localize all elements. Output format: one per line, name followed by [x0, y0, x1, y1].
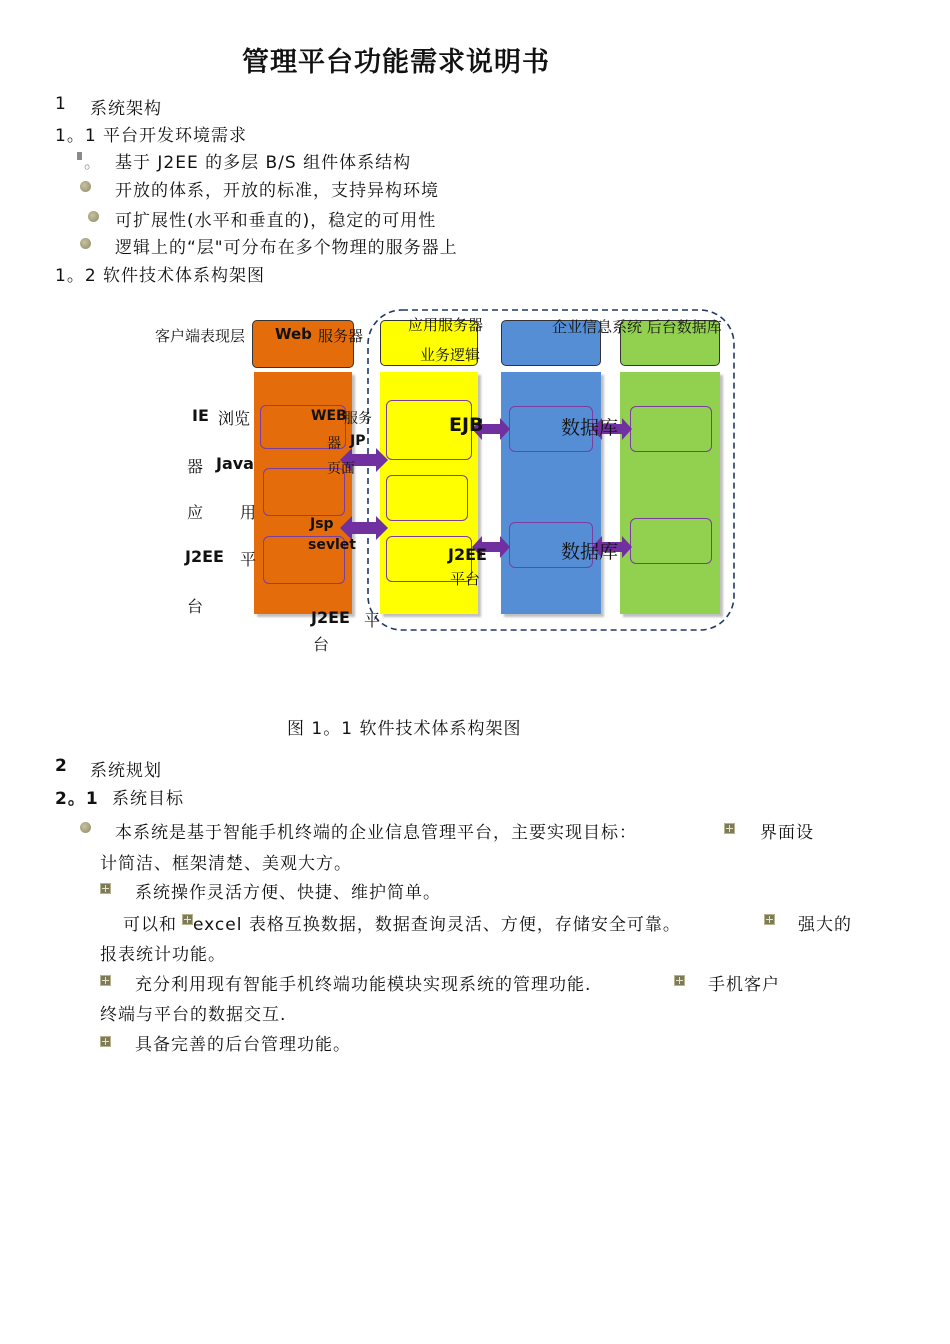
goal-text-3d: 报表统计功能。	[100, 945, 226, 965]
square-bullet-icon	[674, 975, 685, 986]
goal-text-4a: 充分利用现有智能手机终端功能模块实现系统的管理功能.	[135, 975, 592, 995]
goal-text-2: 系统操作灵活方便、快捷、维护简单。	[135, 883, 441, 903]
round-bullet-icon	[88, 211, 99, 222]
goal-text-1a: 本系统是基于智能手机终端的企业信息管理平台，主要实现目标：	[115, 823, 637, 843]
web-text-j2ee: J2EE	[311, 608, 350, 627]
db-label-2: 数据库	[561, 541, 619, 563]
web-text-jsp: Jsp	[310, 516, 334, 532]
square-bullet-icon	[182, 914, 193, 925]
label-client-layer: 客户端表现层	[155, 327, 246, 345]
goal-text-1c: 计简洁、框架清楚、美观大方。	[100, 854, 352, 874]
goal-text-3b: excel 表格互换数据，数据查询灵活、方便，存储安全可靠。	[193, 915, 681, 935]
web-text-servlet: sevlet	[308, 537, 356, 553]
web-text-service: 服务	[344, 411, 372, 427]
db-inner-box-2	[630, 518, 712, 564]
web-inner-box-2	[386, 475, 468, 521]
square-bullet-icon	[724, 823, 735, 834]
goal-text-3c: 强大的	[798, 915, 852, 935]
client-text-java: Java	[216, 454, 254, 473]
ejb-label: EJB	[449, 414, 484, 436]
client-text-qi: 器	[187, 457, 204, 476]
client-text-ying: 应	[187, 503, 204, 522]
goal-text-5: 具备完善的后台管理功能。	[135, 1035, 351, 1055]
web-text-web: WEB	[311, 408, 347, 424]
bullet-text-2: 开放的体系，开放的标准，支持异构环境	[115, 181, 439, 201]
label-app-server: 应用服务器	[408, 316, 484, 334]
label-business-logic: 业务逻辑	[420, 346, 481, 364]
web-text-page: 页面	[327, 461, 355, 477]
square-bullet-icon	[100, 1036, 111, 1047]
square-bullet-icon	[100, 975, 111, 986]
section-2-1-title: 系统目标	[112, 789, 184, 809]
section-1-number: 1	[55, 94, 67, 114]
square-bullet-icon	[77, 152, 82, 160]
round-bullet-icon	[80, 238, 91, 249]
client-text-ping: 平	[240, 550, 257, 569]
section-2-1-number: 2。1	[55, 789, 99, 809]
j2ee-platform-sub: 平台	[450, 570, 481, 588]
goal-text-1b: 界面设	[760, 823, 814, 843]
client-text-j2ee: J2EE	[185, 547, 224, 566]
goal-text-4c: 终端与平台的数据交互.	[100, 1005, 287, 1025]
web-text-tai: 台	[313, 635, 330, 654]
page-title: 管理平台功能需求说明书	[242, 47, 550, 78]
section-1-2-heading: 1。2 软件技术体系构架图	[55, 266, 266, 286]
figure-caption: 图 1。1 软件技术体系构架图	[287, 719, 522, 739]
j2ee-platform-label: J2EE	[448, 545, 487, 564]
client-text-yong: 用	[240, 503, 257, 522]
section-1-1-heading: 1。1 平台开发环境需求	[55, 126, 248, 146]
web-text-qi: 器	[327, 436, 341, 452]
label-enterprise-db: 企业信息系统 后台数据库	[552, 318, 722, 336]
section-2-number: 2	[55, 756, 68, 776]
client-text-browser: 浏览	[218, 409, 251, 428]
goal-text-3a: 可以和	[123, 915, 177, 935]
bullet-mark: 。	[84, 153, 102, 173]
goal-text-4b: 手机客户	[708, 975, 780, 995]
label-web: Web	[275, 325, 312, 343]
square-bullet-icon	[764, 914, 775, 925]
bullet-text-3: 可扩展性(水平和垂直的)，稳定的可用性	[115, 211, 437, 231]
db-inner-box-1	[630, 406, 712, 452]
square-bullet-icon	[100, 883, 111, 894]
client-text-ie: IE	[192, 406, 209, 425]
round-bullet-icon	[80, 181, 91, 192]
web-text-ping: 平	[364, 611, 381, 630]
section-2-title: 系统规划	[90, 761, 162, 781]
label-web-server: 服务器	[318, 327, 364, 345]
round-bullet-icon	[80, 822, 91, 833]
bullet-text-4: 逻辑上的“层"可分布在多个物理的服务器上	[115, 238, 458, 258]
bullet-text-1: 基于 J2EE 的多层 B/S 组件体系结构	[115, 153, 412, 173]
client-text-tai: 台	[187, 597, 204, 616]
section-1-title: 系统架构	[90, 99, 162, 119]
db-label-1: 数据库	[561, 417, 619, 439]
web-text-jp: JP	[350, 433, 366, 449]
